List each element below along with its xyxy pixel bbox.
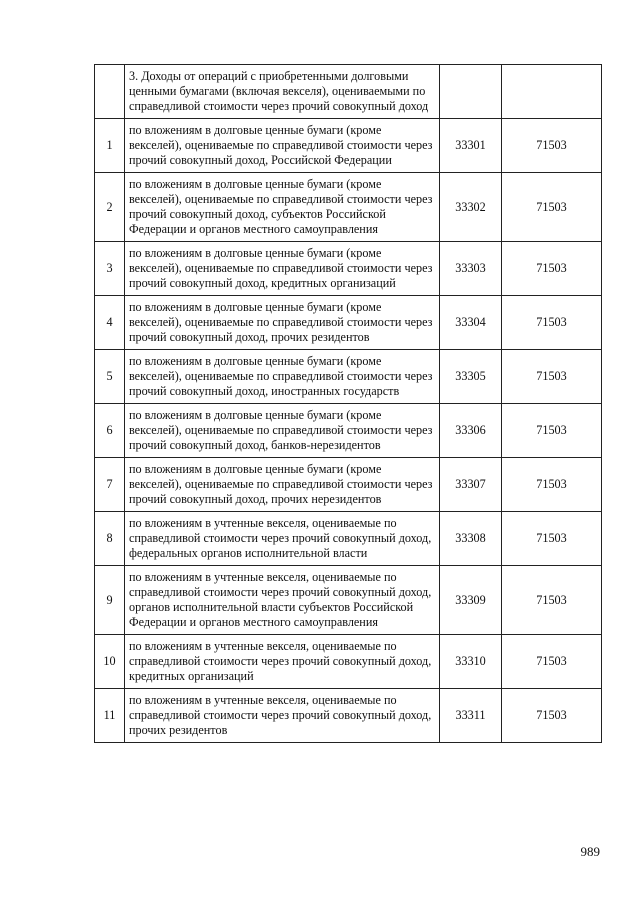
- section-code-cell: [440, 65, 502, 119]
- row-number: 9: [95, 566, 125, 635]
- row-code: 33309: [440, 566, 502, 635]
- row-name: по вложениям в долговые ценные бумаги (кроме векселей), оцениваемые по справедливой стоимости через прочий совокупный доход, субъектов Российской Федерации и органов местного самоуправления: [125, 173, 440, 242]
- row-number: 7: [95, 458, 125, 512]
- row-number: 2: [95, 173, 125, 242]
- section-symbol-cell: [502, 65, 602, 119]
- row-code: 33302: [440, 173, 502, 242]
- row-code: 33301: [440, 119, 502, 173]
- table-row: [95, 635, 602, 689]
- row-name: по вложениям в долговые ценные бумаги (кроме векселей), оцениваемые по справедливой стоимости через прочий совокупный доход, Российской Федерации: [125, 119, 440, 173]
- row-name: по вложениям в учтенные векселя, оцениваемые по справедливой стоимости через прочий совокупный доход, органов исполнительной власти субъектов Российской Федерации и органов местного самоуправления: [125, 566, 440, 635]
- row-name: по вложениям в долговые ценные бумаги (кроме векселей), оцениваемые по справедливой стоимости через прочий совокупный доход, прочих нерезидентов: [125, 458, 440, 512]
- table-row: [95, 173, 602, 242]
- row-symbol: 71503: [502, 458, 602, 512]
- row-number: 3: [95, 242, 125, 296]
- row-code: 33303: [440, 242, 502, 296]
- row-number: 4: [95, 296, 125, 350]
- row-symbol: 71503: [502, 296, 602, 350]
- row-symbol: 71503: [502, 566, 602, 635]
- row-number: 1: [95, 119, 125, 173]
- row-code: 33310: [440, 635, 502, 689]
- row-code: 33305: [440, 350, 502, 404]
- section-num-cell: [95, 65, 125, 119]
- section-title: 3. Доходы от операций с приобретенными долговыми ценными бумагами (включая векселя), оцениваемыми по справедливой стоимости через прочий совокупный доход: [125, 65, 440, 119]
- row-number: 6: [95, 404, 125, 458]
- row-symbol: 71503: [502, 119, 602, 173]
- table-row: [95, 119, 602, 173]
- row-code: 33311: [440, 689, 502, 743]
- row-number: 8: [95, 512, 125, 566]
- row-number: 5: [95, 350, 125, 404]
- table-row: [95, 296, 602, 350]
- table-row: [95, 458, 602, 512]
- row-name: по вложениям в долговые ценные бумаги (кроме векселей), оцениваемые по справедливой стоимости через прочий совокупный доход, иностранных государств: [125, 350, 440, 404]
- table-row: [95, 350, 602, 404]
- row-symbol: 71503: [502, 173, 602, 242]
- table-body: [95, 65, 602, 743]
- row-name: по вложениям в учтенные векселя, оцениваемые по справедливой стоимости через прочий совокупный доход, кредитных организаций: [125, 635, 440, 689]
- table-row: [95, 689, 602, 743]
- page-number: 989: [580, 844, 600, 859]
- table-row: [95, 404, 602, 458]
- table-row: [95, 512, 602, 566]
- row-code: 33306: [440, 404, 502, 458]
- section-header-row: [95, 65, 602, 119]
- row-name: по вложениям в учтенные векселя, оцениваемые по справедливой стоимости через прочий совокупный доход, федеральных органов исполнительной власти: [125, 512, 440, 566]
- row-name: по вложениям в долговые ценные бумаги (кроме векселей), оцениваемые по справедливой стоимости через прочий совокупный доход, банков-нерезидентов: [125, 404, 440, 458]
- income-table: [94, 64, 602, 743]
- row-code: 33304: [440, 296, 502, 350]
- row-symbol: 71503: [502, 512, 602, 566]
- row-code: 33308: [440, 512, 502, 566]
- row-number: 11: [95, 689, 125, 743]
- row-name: по вложениям в долговые ценные бумаги (кроме векселей), оцениваемые по справедливой стоимости через прочий совокупный доход, кредитных организаций: [125, 242, 440, 296]
- row-name: по вложениям в учтенные векселя, оцениваемые по справедливой стоимости через прочий совокупный доход, прочих резидентов: [125, 689, 440, 743]
- table-row: [95, 242, 602, 296]
- row-symbol: 71503: [502, 350, 602, 404]
- row-symbol: 71503: [502, 689, 602, 743]
- row-symbol: 71503: [502, 404, 602, 458]
- row-number: 10: [95, 635, 125, 689]
- row-symbol: 71503: [502, 635, 602, 689]
- row-name: по вложениям в долговые ценные бумаги (кроме векселей), оцениваемые по справедливой стоимости через прочий совокупный доход, прочих резидентов: [125, 296, 440, 350]
- table-row: [95, 566, 602, 635]
- row-code: 33307: [440, 458, 502, 512]
- row-symbol: 71503: [502, 242, 602, 296]
